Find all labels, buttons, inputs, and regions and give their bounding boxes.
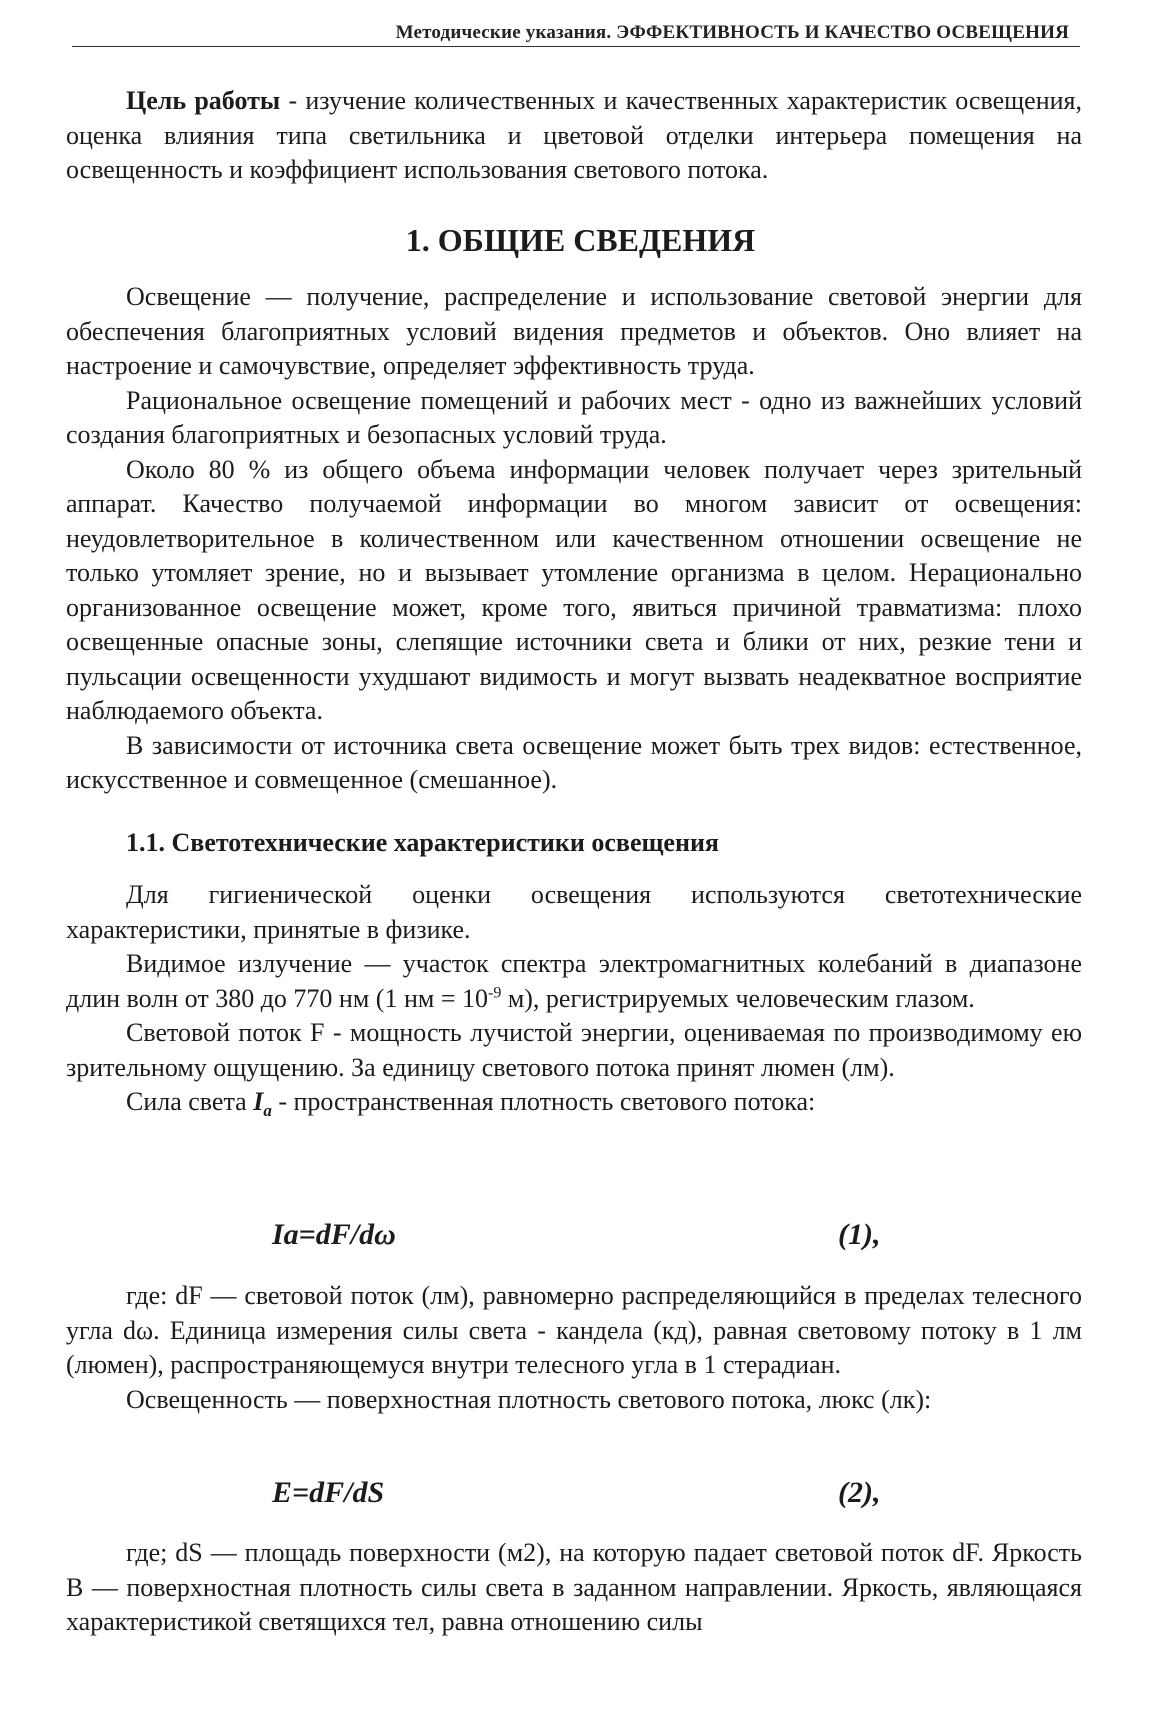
section-body (66, 280, 1082, 798)
subsection-paragraph: где: dF — световой поток (лм), равномерно распределяющийся в пределах телесного угла dω. Единица измерения силы света - кандела (кд), равная световому потоку в 1 лм (люмен), распространяющемуся внутри телесного угла в 1 стерадиан. (66, 1281, 1082, 1379)
subsection-paragraph: Световой поток F - мощность лучистой энергии, оцениваемая по производимому ею зрительному ощущению. За единицу светового потока принят люмен (лм). (66, 1018, 1082, 1082)
subsection-paragraph: Освещенность — поверхностная плотность светового потока, люкс (лк): (126, 1384, 932, 1414)
subsection-title: 1.1. Светотехнические характеристики освещения (126, 828, 719, 857)
goal-lead: Цель работы (126, 86, 281, 115)
subsection-paragraph: где; dS — площадь поверхности (м2), на которую падает световой поток dF. Яркость В — поверхностная плотность силы света в заданном направлении. Яркость, являющаяся характеристикой светящихся тел, равна отношению силы (66, 1538, 1082, 1636)
luminous-intensity-text: Сила света (126, 1087, 254, 1116)
subsection-paragraph: Для гигиенической оценки освещения используются светотехнические характеристики, принятые в физике. (66, 880, 1082, 944)
section-paragraph: Около 80 % из общего объема информации человек получает через зрительный аппарат. Качество получаемой информации во многом зависит от освещения: неудовлетворительное в количественном или качественном отношении освещение не только утомляет зрение, но и вызывает утомление организма в целом. Нерационально организованное освещение может, кроме того, явиться причиной травматизма: плохо освещенные опасные зоны, слепящие источники света и блики от них, резкие тени и пульсации освещенности ухудшают видимость и могут вызвать неадекватное восприятие наблюдаемого объекта. (66, 454, 1082, 725)
goal-text: - изучение количественных и качественных характеристик освещения, оценка влияния типа светильника и цветовой отделки интерьера помещения на освещенность и коэффициент использования светового потока. (66, 86, 1082, 184)
formula-1-number: (1), (838, 1218, 881, 1251)
goal-block (66, 84, 1082, 188)
formula-2-number: (2), (838, 1476, 881, 1509)
section-paragraph: В зависимости от источника света освещение может быть трех видов: естественное, искусственное и совмещенное (смешанное). (66, 730, 1082, 794)
subsection-paragraph (66, 1085, 1082, 1120)
formula-2: E=dF/dS (272, 1476, 385, 1509)
intensity-subscript: a (263, 1101, 272, 1121)
subsection-paragraph (66, 947, 1082, 1016)
visible-radiation-text: Видимое излучение — участок спектра электромагнитных колебаний в диапазоне длин волн от 380 до 770 нм (1 нм = 10 (66, 949, 1082, 1013)
subsection-body-2 (66, 1279, 1082, 1417)
subsection-body-1 (66, 878, 1082, 1120)
subsection-body-3 (66, 1536, 1082, 1640)
running-header: Методические указания. ЭФФЕКТИВНОСТЬ И КАЧЕСТВО ОСВЕЩЕНИЯ (395, 22, 1069, 43)
visible-radiation-text-end: м), регистрируемых человеческим глазом. (501, 983, 975, 1013)
intensity-symbol: I (253, 1087, 264, 1116)
header-rule (72, 46, 1080, 47)
section-paragraph: Рациональное освещение помещений и рабочих мест - одно из важнейших условий создания благоприятных и безопасных условий труда. (66, 385, 1082, 449)
section-paragraph: Освещение — получение, распределение и использование световой энергии для обеспечения благоприятных условий видения предметов и объектов. Оно влияет на настроение и самочувствие, определяет эффективность труда. (66, 282, 1082, 380)
luminous-intensity-text-end: - пространственная плотность светового потока: (271, 1087, 816, 1116)
goal-paragraph (66, 84, 1082, 188)
exponent: -9 (487, 983, 502, 1001)
formula-1: Ia=dF/dω (272, 1218, 396, 1251)
section-title: 1. ОБЩИЕ СВЕДЕНИЯ (405, 222, 756, 258)
